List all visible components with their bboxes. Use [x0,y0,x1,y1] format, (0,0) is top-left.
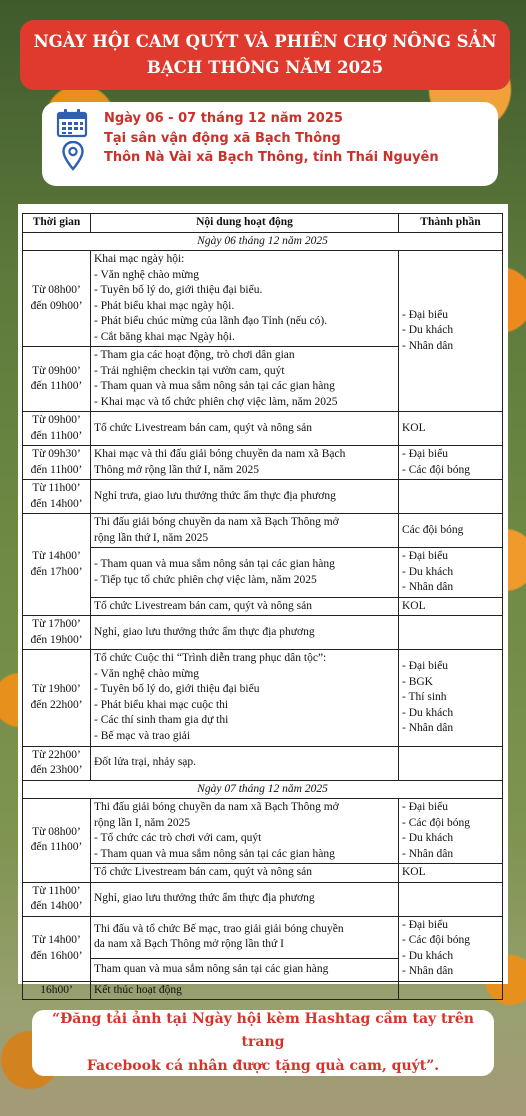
participants-cell [399,548,503,598]
time-text: 16h00’ [40,983,73,996]
activity-text: da nam xã Bạch Thông mở rộng lần thứ I [94,938,284,951]
participant-text: - Nhân dân [402,339,454,352]
activity-text: - Phát biểu khai mạc cuộc thi [94,698,229,711]
schedule-row [23,251,503,347]
participants-cell [399,882,503,916]
event-venue: Tại sân vận động xã Bạch Thông [104,130,341,146]
activity-cell [91,916,399,958]
time-cell [23,514,91,616]
hashtag-promo-box [32,1010,494,1076]
participant-text: - Các đội bóng [402,934,471,947]
time-cell [23,412,91,446]
participant-text: - Đại biểu [402,308,448,321]
participant-text: - Du khách [402,706,454,719]
activity-text: rộng lần thứ I, năm 2025 [94,531,209,544]
event-title-banner [20,20,510,90]
activity-text: Thông mở rộng lần thứ I, năm 2025 [94,463,259,476]
schedule-row [23,981,503,1000]
activity-text: Tham quan và mua sắm nông sản tại các gian hàng [94,962,329,975]
activity-text: Đốt lửa trại, nhảy sạp. [94,756,197,769]
participant-text: KOL [402,421,426,434]
participant-text: - BGK [402,675,433,688]
participants-cell [399,480,503,514]
participant-text: - Đại biểu [402,550,448,563]
time-text: đến 11h00’ [30,429,83,442]
time-text: Từ 09h30’ [32,448,81,461]
activity-text: - Cắt băng khai mạc Ngày hội. [94,330,235,343]
participant-text: - Du khách [402,832,454,845]
participant-text: - Đại biểu [402,801,448,814]
participant-text: - Đại biểu [402,918,448,931]
activity-cell [91,799,399,864]
time-cell [23,480,91,514]
activity-cell [91,616,399,650]
schedule-row [23,616,503,650]
participant-text: - Đại biểu [402,448,448,461]
time-text: Từ 14h00’ [32,934,81,947]
time-cell [23,981,91,1000]
participant-text: - Các đội bóng [402,463,471,476]
activity-text: Tổ chức Cuộc thi “Trình diễn trang phục dân tộc”: [94,652,327,665]
day-header-row [23,780,503,799]
activity-cell [91,864,399,883]
activity-text: Kết thúc hoạt động [94,983,182,996]
activity-cell [91,958,399,981]
participant-text: - Du khách [402,324,454,337]
activity-text: - Tiếp tục tổ chức phiên chợ việc làm, năm 2025 [94,573,317,586]
promo-line-1: “Đăng tải ảnh tại Ngày hội kèm Hashtag cầm tay trên trang [52,1011,474,1051]
time-text: Từ 08h00’ [32,284,81,297]
schedule-row [23,412,503,446]
participants-cell [399,916,503,981]
time-text: đến 16h00’ [30,949,83,962]
schedule-row [23,548,503,598]
time-text: Từ 09h00’ [32,414,81,427]
time-text: Từ 19h00’ [32,683,81,696]
participant-text: - Du khách [402,565,454,578]
activity-cell [91,597,399,616]
schedule-row [23,514,503,548]
time-text: đến 11h00’ [30,380,83,393]
activity-text: - Tuyên bố lý do, giới thiệu đại biểu [94,683,260,696]
activity-text: Tổ chức Livestream bán cam, quýt và nông sản [94,421,312,434]
activity-text: - Các thí sinh tham gia dự thi [94,714,229,727]
activity-cell [91,981,399,1000]
time-text: đến 23h00’ [30,764,83,777]
day-label: Ngày 07 tháng 12 năm 2025 [23,780,503,799]
participants-cell [399,514,503,548]
activity-text: - Văn nghệ chào mừng [94,268,200,281]
schedule-row [23,446,503,480]
participant-text: - Nhân dân [402,722,454,735]
activity-text: - Khai mạc và tổ chức phiên chợ việc làm, năm 2025 [94,395,338,408]
schedule-row [23,799,503,864]
activity-cell [91,412,399,446]
time-cell [23,446,91,480]
participants-cell [399,597,503,616]
time-cell [23,347,91,412]
time-cell [23,882,91,916]
participants-cell [399,799,503,864]
participants-cell [399,650,503,746]
column-header-participants: Thành phần [399,214,503,233]
column-header-time: Thời gian [23,214,91,233]
time-text: đến 17h00’ [30,565,83,578]
activity-cell [91,650,399,746]
activity-text: - Phát biểu chúc mừng của lãnh đạo Tỉnh (nếu có). [94,315,328,328]
activity-text: Thi đấu và tổ chức Bế mạc, trao giải giải bóng chuyền [94,922,344,935]
activity-text: Thi đấu giải bóng chuyền da nam xã Bạch Thông mở [94,516,339,529]
activity-cell [91,882,399,916]
participant-text: KOL [402,866,426,879]
time-text: đến 14h00’ [30,900,83,913]
activity-text: Nghỉ, giao lưu thưởng thức ẩm thực địa phương [94,626,315,639]
participants-cell [399,864,503,883]
time-text: Từ 11h00’ [32,482,81,495]
time-text: đến 19h00’ [30,633,83,646]
time-text: Từ 22h00’ [32,748,81,761]
activity-text: Tổ chức Livestream bán cam, quýt và nông sản [94,599,312,612]
activity-text: Khai mạc ngày hội: [94,253,185,266]
activity-text: - Văn nghệ chào mừng [94,667,200,680]
schedule-panel [18,204,508,996]
schedule-row [23,480,503,514]
activity-cell [91,251,399,347]
event-address: Thôn Nà Vài xã Bạch Thông, tỉnh Thái Nguyên [104,150,439,165]
activity-text: - Trải nghiệm checkin tại vườn cam, quýt [94,364,285,377]
activity-cell [91,446,399,480]
event-date: Ngày 06 - 07 tháng 12 năm 2025 [104,111,343,126]
event-title-line-2: BẠCH THÔNG NĂM 2025 [146,58,384,77]
activity-text: - Bế mạc và trao giải [94,729,191,742]
activity-text: - Tham quan và mua sắm nông sản tại các gian hàng [94,558,335,571]
day-header-row [23,232,503,251]
participant-text: - Du khách [402,949,454,962]
event-title-line-1: NGÀY HỘI CAM QUÝT VÀ PHIÊN CHỢ NÔNG SẢN [33,32,497,52]
activity-text: - Phát biểu khai mạc ngày hội. [94,299,235,312]
participant-text: - Nhân dân [402,847,454,860]
participants-cell [399,616,503,650]
time-cell [23,616,91,650]
activity-text: - Tham quan và mua sắm nông sản tại các gian hàng [94,380,335,393]
participant-text: - Nhân dân [402,581,454,594]
time-text: đến 11h00’ [30,463,83,476]
activity-text: Khai mạc và thi đấu giải bóng chuyền da nam xã Bạch [94,448,346,461]
participant-text: - Đại biểu [402,660,448,673]
participant-text: Các đội bóng [402,524,464,537]
activity-text: Nghỉ, giao lưu thưởng thức ẩm thực địa phương [94,892,315,905]
event-info-box [42,102,498,186]
time-cell [23,650,91,746]
activity-text: - Tổ chức các trò chơi với cam, quýt [94,832,262,845]
participants-cell [399,446,503,480]
day-label: Ngày 06 tháng 12 năm 2025 [23,232,503,251]
participants-cell [399,412,503,446]
time-text: Từ 14h00’ [32,550,81,563]
time-text: Từ 11h00’ [32,884,81,897]
time-text: đến 22h00’ [30,698,83,711]
time-text: đến 11h00’ [30,841,83,854]
activity-cell [91,548,399,598]
activity-cell [91,347,399,412]
participant-text: - Thí sinh [402,691,447,704]
activity-text: - Tham gia các hoạt động, trò chơi dân gian [94,349,295,362]
schedule-row [23,864,503,883]
activity-cell [91,514,399,548]
activity-text: Thi đấu giải bóng chuyền da nam xã Bạch Thông mở [94,801,339,814]
column-header-content: Nội dung hoạt động [91,214,399,233]
schedule-table [22,213,503,1000]
time-text: Từ 08h00’ [32,825,81,838]
time-text: Từ 17h00’ [32,618,81,631]
schedule-body [23,232,503,1000]
time-cell [23,251,91,347]
participants-cell [399,746,503,780]
activity-text: Tổ chức Livestream bán cam, quýt và nông sản [94,866,312,879]
activity-text: - Tuyên bố lý do, giới thiệu đại biểu. [94,284,263,297]
schedule-row [23,882,503,916]
time-cell [23,916,91,981]
schedule-row [23,597,503,616]
schedule-row [23,916,503,958]
location-pin-icon [62,141,84,178]
time-text: Từ 09h00’ [32,364,81,377]
activity-text: Nghỉ trưa, giao lưu thưởng thức ẩm thực địa phương [94,490,336,502]
participant-text: KOL [402,599,426,612]
activity-cell [91,480,399,514]
activity-text: - Tham quan và mua sắm nông sản tại các gian hàng [94,847,335,860]
calendar-icon [56,108,88,145]
time-text: đến 09h00’ [30,299,83,312]
schedule-header-row [23,214,503,233]
time-text: đến 14h00’ [30,497,83,510]
participants-cell [399,981,503,1000]
participant-text: - Nhân dân [402,965,454,978]
time-cell [23,799,91,883]
activity-cell [91,746,399,780]
promo-line-2: Facebook cá nhân được tặng quà cam, quýt”. [86,1057,440,1074]
activity-text: rộng lần I, năm 2025 [94,816,191,829]
participant-text: - Các đội bóng [402,816,471,829]
schedule-row [23,650,503,746]
time-cell [23,746,91,780]
participants-cell [399,251,503,412]
schedule-row [23,746,503,780]
